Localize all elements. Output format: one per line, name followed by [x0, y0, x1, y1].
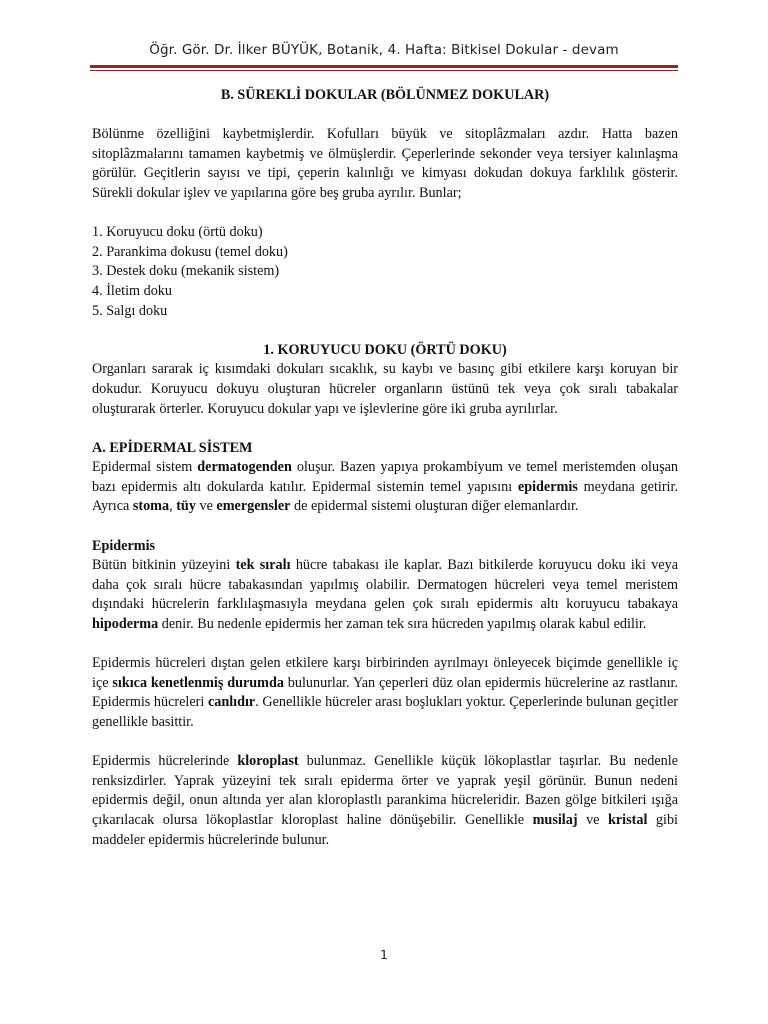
- section-1-paragraph: Organları sararak iç kısımdaki dokuları sıcaklık, su kaybı ve basınç gibi etkilere karşı koruyan bir dokudur. Koruyucu dokuyu oluşturan hücreler organların üstünü tek veya çok sıralı tabakalar oluşturarak örterler. Koruyucu dokular yapı ve işlevlerine göre iki gruba ayrılırlar.: [92, 361, 678, 417]
- section-a-title: A. EPİDERMAL SİSTEM: [92, 439, 253, 456]
- tissue-list: [92, 223, 678, 321]
- section-b-title: B. SÜREKLİ DOKULAR (BÖLÜNMEZ DOKULAR): [220, 87, 550, 103]
- header-rule-thin: [90, 70, 678, 71]
- epidermis-paragraph-2: Epidermis hücreleri dıştan gelen etkilere karşı birbirinden ayrılmayı önleyecek biçimde genellikle iç içe sıkıca kenetlenmiş durumda bulunurlar. Yan çeperleri düz olan epidermis hücrelerine az rastlanır. Epidermis hücreleri canlıdır. Genellikle hücreler arası boşlukları yoktur. Çeperlerinde bulunan geçitler genellikle basittir.: [92, 655, 678, 730]
- epidermis-paragraph-3: Epidermis hücrelerinde kloroplast bulunmaz. Genellikle küçük lökoplastlar taşırlar. Bu nedenle renksizdirler. Yaprak yüzeyini tek sıralı epiderma örter ve yaprak yeşil görünür. Bunun nedeni epidermis değil, onun altında yer alan kloroplastlı parankima hücreleridir. Bazen gölge bitkileri ışığa çıkarılacak olursa lökoplastlar kloroplast haline dönüşebilir. Genellikle musilaj ve kristal gibi maddeler epidermis hücrelerinde bulunur.: [92, 753, 678, 848]
- document-body: [92, 86, 678, 850]
- section-a-paragraph: Epidermal sistem dermatogenden oluşur. Bazen yapıya prokambiyum ve temel meristemden oluşan bazı epidermis altı dokularda katılır. Epidermal sistemin temel yapısını epidermis meydana getirir. Ayrıca stoma, tüy ve emergensler de epidermal sistemi oluşturan diğer elemanlardır.: [92, 459, 678, 515]
- list-item: 1. Koruyucu doku (örtü doku): [92, 224, 263, 241]
- page-number: 1: [380, 947, 388, 962]
- epidermis-title: Epidermis: [92, 537, 156, 554]
- header-rule-thick: [90, 65, 678, 68]
- section-1-title: 1. KORUYUCU DOKU (ÖRTÜ DOKU): [263, 341, 507, 358]
- list-item: 3. Destek doku (mekanik sistem): [92, 263, 280, 280]
- list-item: 4. İletim doku: [92, 282, 172, 299]
- section-b-paragraph: Bölünme özelliğini kaybetmişlerdir. Kofulları büyük ve sitoplâzmaları azdır. Hatta bazen sitoplâzmalarını tamamen kaybetmiş ve ölmüşlerdir. Çeperlerinde sekonder veya tersiyer kalınlaşma görülür. Geçitlerin sayısı ve tipi, çeperin kalınlığı ve kimyası dokudan dokuya farklılık gösterir. Sürekli dokular işlev ve yapılarına göre beş gruba ayrılır. Bunlar;: [92, 126, 678, 201]
- list-item: 2. Parankima dokusu (temel doku): [92, 243, 288, 260]
- page-header: Öğr. Gör. Dr. İlker BÜYÜK, Botanik, 4. Hafta: Bitkisel Dokular - devam: [149, 42, 619, 58]
- epidermis-paragraph-1: Bütün bitkinin yüzeyini tek sıralı hücre tabakası ile kaplar. Bazı bitkilerde koruyucu doku iki veya daha çok sıralı hücre tabakasından yapılmış olabilir. Dermatogen hücreleri veya temel meristem dışındaki hücrelerin farklılaşmasıyla meydana gelen çok sıralı epidermis altı koruyucu tabakaya hipoderma denir. Bu nedenle epidermis her zaman tek sıra hücreden yapılmış olarak kabul edilir.: [92, 557, 678, 633]
- list-item: 5. Salgı doku: [92, 302, 168, 319]
